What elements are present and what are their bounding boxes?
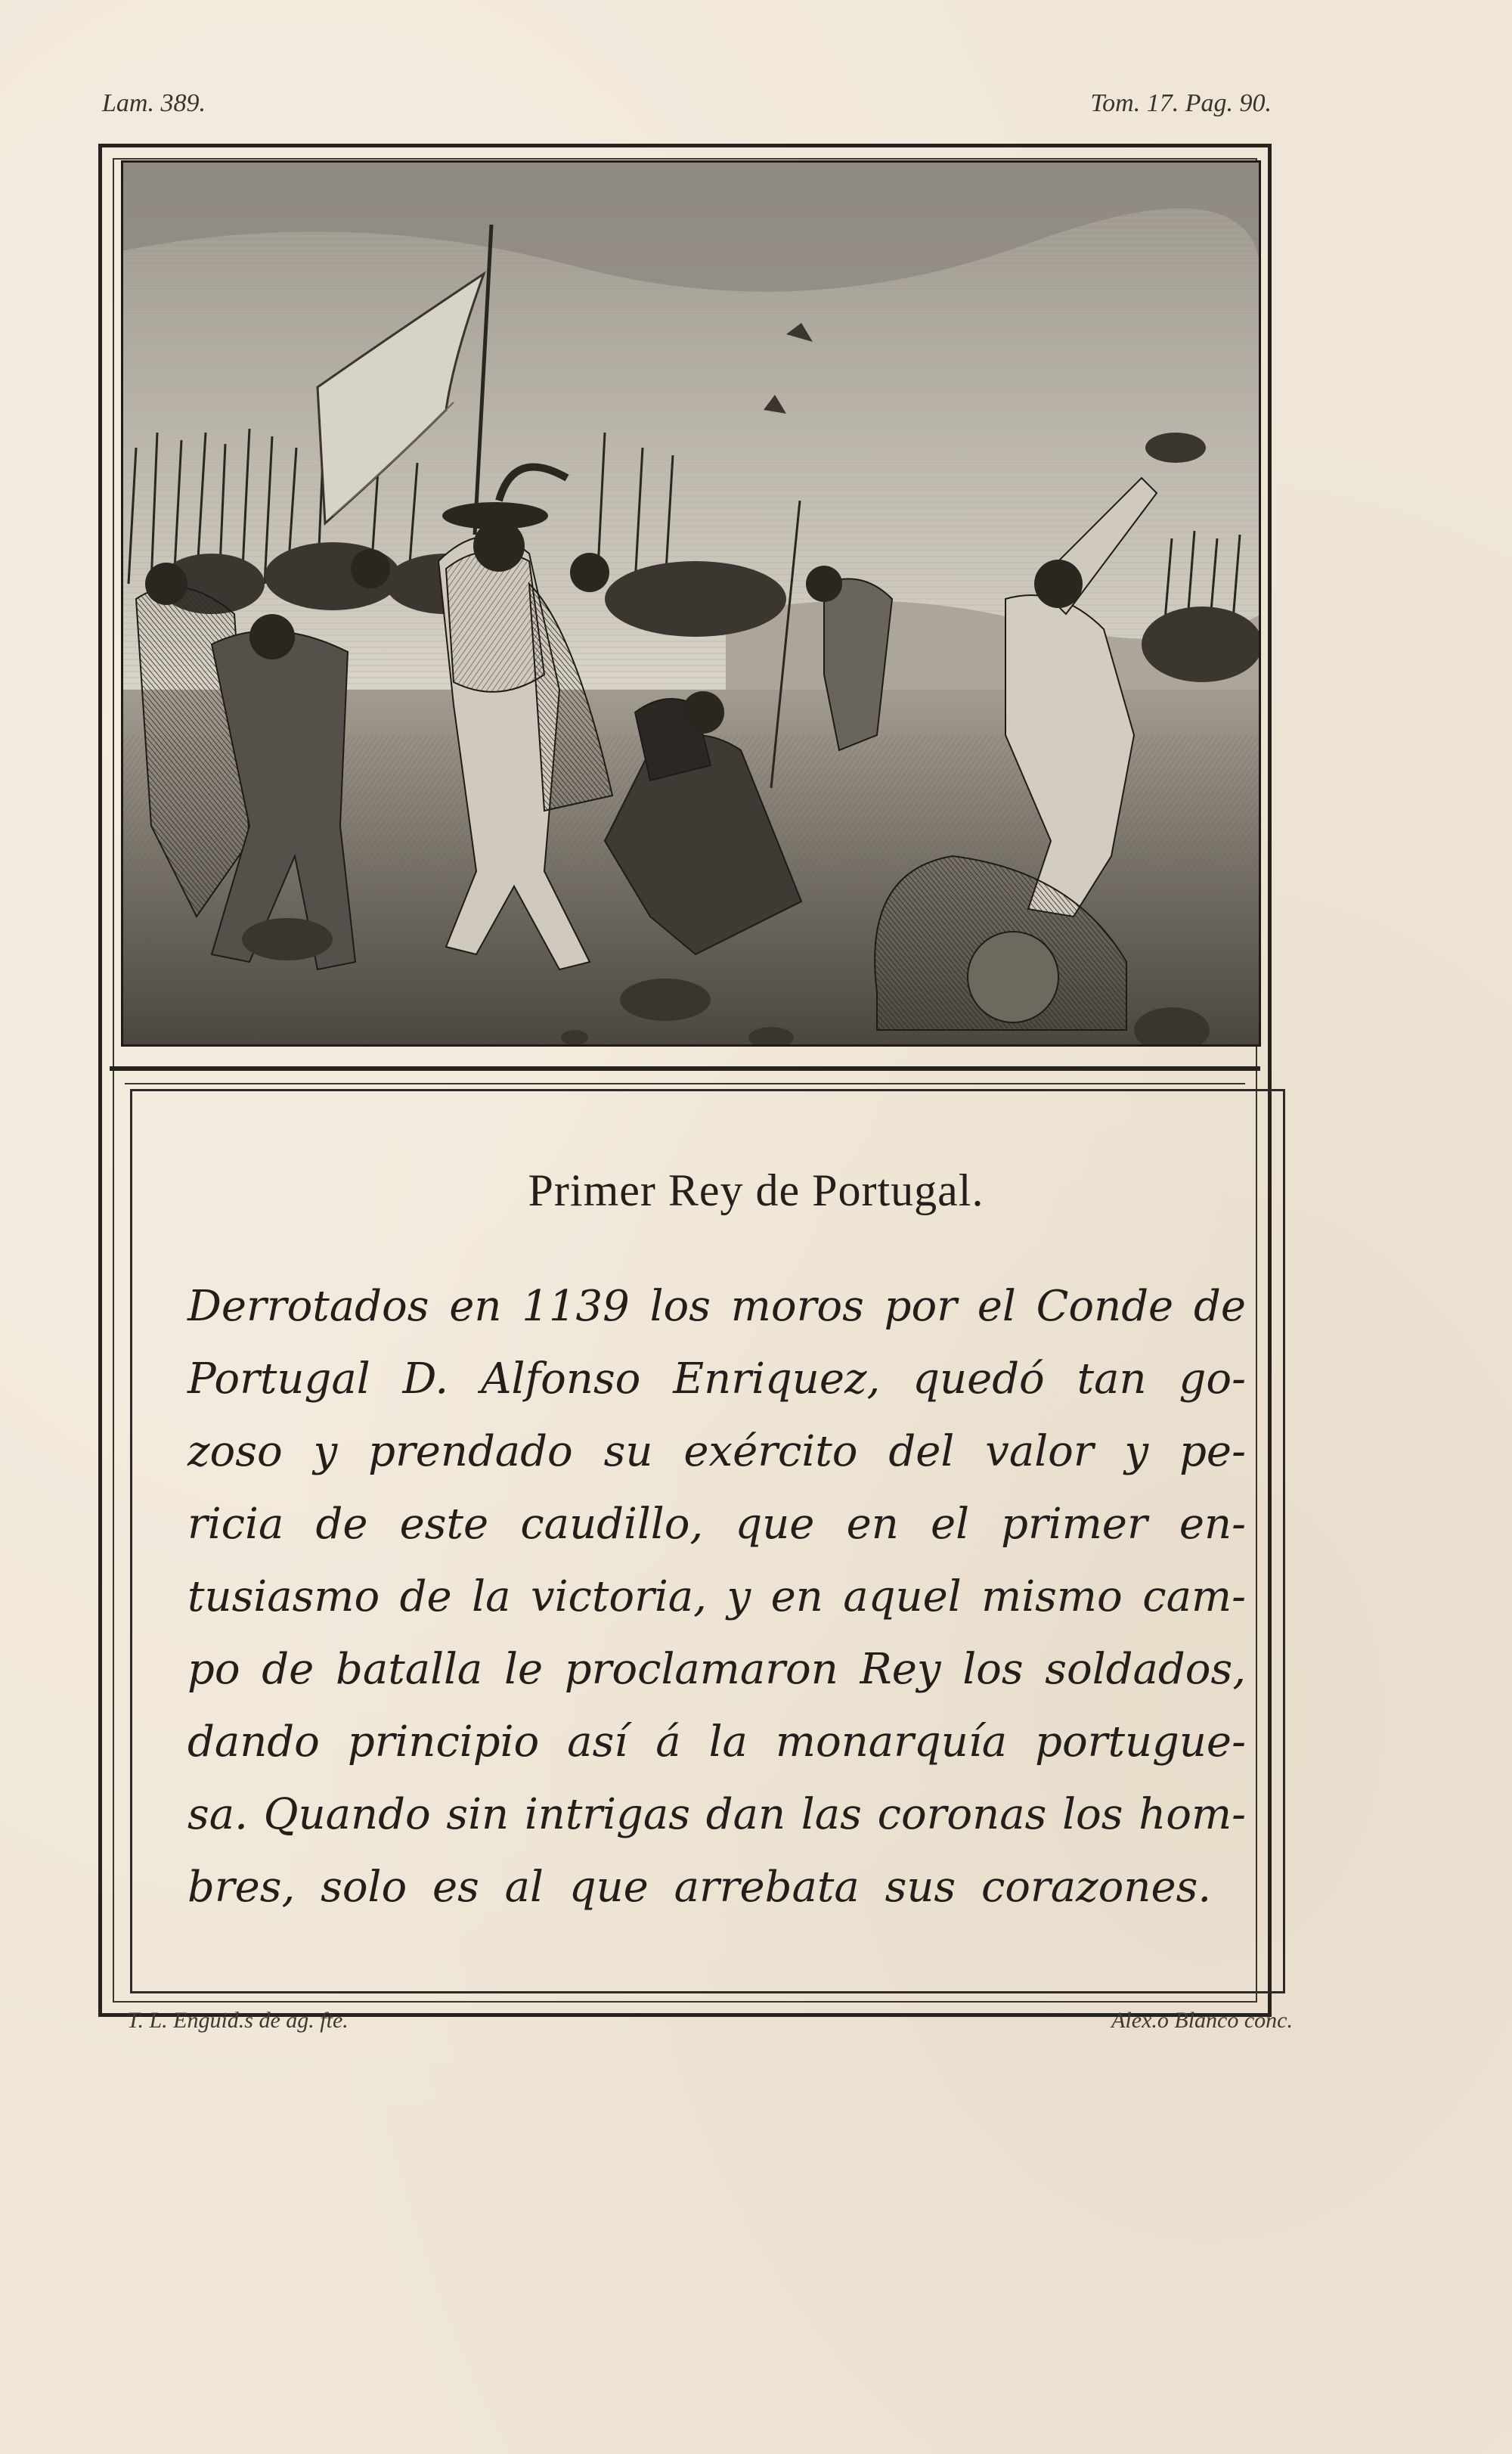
caption-line: Portugal D. Alfonso Enriquez, quedó tan go-	[187, 1354, 1246, 1404]
caption-line: zoso y prendado su exército del valor y pe-	[187, 1427, 1246, 1476]
caption-line: tusiasmo de la victoria, y en aquel mismo cam-	[187, 1572, 1246, 1621]
caption-line: bres, solo es al que arrebata sus corazones.	[187, 1863, 1212, 1912]
volume-page-reference: Tom. 17. Pag. 90.	[1090, 89, 1272, 117]
caption-line: dando principio así á la monarquía portugue-	[187, 1717, 1246, 1767]
plate-number: Lam. 389.	[102, 89, 206, 117]
caption-line: ricia de este caudillo, que en el primer en-	[187, 1500, 1246, 1549]
caption-body	[187, 1270, 1246, 1924]
caption-title: Primer Rey de Portugal.	[528, 1165, 984, 1215]
battle-scene-engraving	[121, 160, 1261, 1047]
plate-divider-rule	[110, 1066, 1260, 1071]
plate-divider-rule-thin	[125, 1083, 1245, 1084]
caption-line: Derrotados en 1139 los moros por el Conde de	[187, 1282, 1246, 1331]
designer-credit: Alex.o Blanco conc.	[1111, 2008, 1293, 2033]
caption-line: po de batalla le proclamaron Rey los soldados,	[187, 1645, 1246, 1694]
caption-line: sa. Quando sin intrigas dan las coronas los hom-	[187, 1790, 1246, 1839]
engraver-credit: T. L. Enguid.s de ag. fte.	[127, 2008, 349, 2033]
